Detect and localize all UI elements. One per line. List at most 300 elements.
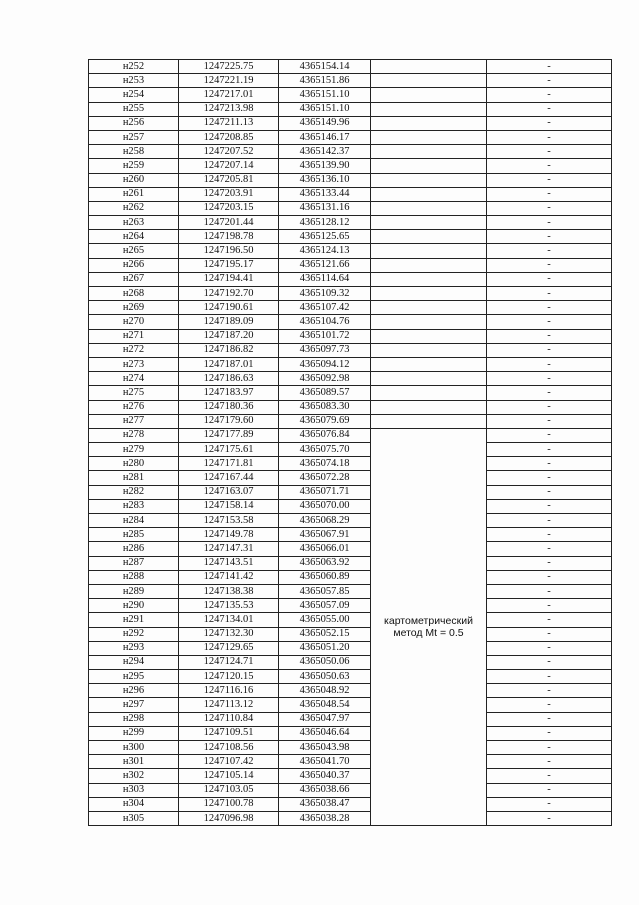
table-row <box>89 272 612 286</box>
y-coordinate-cell: 4365048.54 <box>279 698 371 712</box>
point-id-cell: н287 <box>89 556 179 570</box>
table-row <box>89 712 612 726</box>
table-row <box>89 641 612 655</box>
y-coordinate-cell: 4365142.37 <box>279 145 371 159</box>
y-coordinate-cell: 4365040.37 <box>279 769 371 783</box>
accuracy-cell: - <box>487 400 612 414</box>
table-row <box>89 315 612 329</box>
method-cell-empty <box>371 159 487 173</box>
table-row <box>89 343 612 357</box>
table-row <box>89 116 612 130</box>
x-coordinate-cell: 1247135.53 <box>179 599 279 613</box>
table-row <box>89 400 612 414</box>
table-row <box>89 514 612 528</box>
accuracy-cell: - <box>487 301 612 315</box>
y-coordinate-cell: 4365048.92 <box>279 684 371 698</box>
accuracy-cell: - <box>487 783 612 797</box>
accuracy-cell: - <box>487 755 612 769</box>
accuracy-cell: - <box>487 528 612 542</box>
x-coordinate-cell: 1247108.56 <box>179 741 279 755</box>
y-coordinate-cell: 4365149.96 <box>279 116 371 130</box>
x-coordinate-cell: 1247190.61 <box>179 301 279 315</box>
point-id-cell: н271 <box>89 329 179 343</box>
accuracy-cell: - <box>487 684 612 698</box>
coordinates-table-body <box>89 60 612 826</box>
y-coordinate-cell: 4365139.90 <box>279 159 371 173</box>
table-row <box>89 655 612 669</box>
table-row <box>89 471 612 485</box>
x-coordinate-cell: 1247201.44 <box>179 216 279 230</box>
y-coordinate-cell: 4365063.92 <box>279 556 371 570</box>
x-coordinate-cell: 1247186.82 <box>179 343 279 357</box>
point-id-cell: н282 <box>89 485 179 499</box>
table-row <box>89 570 612 584</box>
accuracy-cell: - <box>487 712 612 726</box>
accuracy-cell: - <box>487 102 612 116</box>
method-cell-empty <box>371 343 487 357</box>
y-coordinate-cell: 4365076.84 <box>279 428 371 442</box>
point-id-cell: н276 <box>89 400 179 414</box>
accuracy-cell: - <box>487 797 612 811</box>
y-coordinate-cell: 4365075.70 <box>279 443 371 457</box>
accuracy-cell: - <box>487 187 612 201</box>
x-coordinate-cell: 1247134.01 <box>179 613 279 627</box>
table-row <box>89 414 612 428</box>
accuracy-cell: - <box>487 655 612 669</box>
x-coordinate-cell: 1247189.09 <box>179 315 279 329</box>
accuracy-cell: - <box>487 514 612 528</box>
point-id-cell: н280 <box>89 457 179 471</box>
point-id-cell: н278 <box>89 428 179 442</box>
accuracy-cell: - <box>487 287 612 301</box>
accuracy-cell: - <box>487 641 612 655</box>
table-row <box>89 698 612 712</box>
table-row <box>89 173 612 187</box>
accuracy-cell: - <box>487 769 612 783</box>
y-coordinate-cell: 4365151.86 <box>279 74 371 88</box>
accuracy-cell: - <box>487 670 612 684</box>
accuracy-cell: - <box>487 159 612 173</box>
point-id-cell: н289 <box>89 584 179 598</box>
point-id-cell: н261 <box>89 187 179 201</box>
point-id-cell: н277 <box>89 414 179 428</box>
table-row <box>89 613 612 627</box>
table-row <box>89 386 612 400</box>
accuracy-cell: - <box>487 272 612 286</box>
y-coordinate-cell: 4365071.71 <box>279 485 371 499</box>
point-id-cell: н274 <box>89 372 179 386</box>
x-coordinate-cell: 1247213.98 <box>179 102 279 116</box>
y-coordinate-cell: 4365101.72 <box>279 329 371 343</box>
point-id-cell: н298 <box>89 712 179 726</box>
method-cell-empty <box>371 230 487 244</box>
x-coordinate-cell: 1247195.17 <box>179 258 279 272</box>
table-row <box>89 130 612 144</box>
x-coordinate-cell: 1247207.52 <box>179 145 279 159</box>
point-id-cell: н285 <box>89 528 179 542</box>
accuracy-cell: - <box>487 201 612 215</box>
accuracy-cell: - <box>487 485 612 499</box>
method-cell-empty <box>371 287 487 301</box>
y-coordinate-cell: 4365060.89 <box>279 570 371 584</box>
accuracy-cell: - <box>487 570 612 584</box>
x-coordinate-cell: 1247141.42 <box>179 570 279 584</box>
accuracy-cell: - <box>487 173 612 187</box>
x-coordinate-cell: 1247192.70 <box>179 287 279 301</box>
x-coordinate-cell: 1247179.60 <box>179 414 279 428</box>
y-coordinate-cell: 4365050.63 <box>279 670 371 684</box>
method-cell-empty <box>371 216 487 230</box>
method-cell-empty <box>371 102 487 116</box>
point-id-cell: н284 <box>89 514 179 528</box>
accuracy-cell: - <box>487 329 612 343</box>
accuracy-cell: - <box>487 428 612 442</box>
accuracy-cell: - <box>487 698 612 712</box>
method-cell <box>371 428 487 825</box>
point-id-cell: н253 <box>89 74 179 88</box>
y-coordinate-cell: 4365107.42 <box>279 301 371 315</box>
point-id-cell: н305 <box>89 811 179 825</box>
point-id-cell: н302 <box>89 769 179 783</box>
point-id-cell: н288 <box>89 570 179 584</box>
table-row <box>89 443 612 457</box>
point-id-cell: н272 <box>89 343 179 357</box>
x-coordinate-cell: 1247203.15 <box>179 201 279 215</box>
table-row <box>89 74 612 88</box>
accuracy-cell: - <box>487 443 612 457</box>
point-id-cell: н291 <box>89 613 179 627</box>
method-cell-empty <box>371 372 487 386</box>
point-id-cell: н292 <box>89 627 179 641</box>
table-row <box>89 159 612 173</box>
y-coordinate-cell: 4365038.47 <box>279 797 371 811</box>
x-coordinate-cell: 1247180.36 <box>179 400 279 414</box>
x-coordinate-cell: 1247198.78 <box>179 230 279 244</box>
accuracy-cell: - <box>487 216 612 230</box>
point-id-cell: н264 <box>89 230 179 244</box>
y-coordinate-cell: 4365038.28 <box>279 811 371 825</box>
table-row <box>89 627 612 641</box>
y-coordinate-cell: 4365051.20 <box>279 641 371 655</box>
x-coordinate-cell: 1247187.01 <box>179 357 279 371</box>
x-coordinate-cell: 1247138.38 <box>179 584 279 598</box>
accuracy-cell: - <box>487 584 612 598</box>
table-row <box>89 499 612 513</box>
x-coordinate-cell: 1247211.13 <box>179 116 279 130</box>
x-coordinate-cell: 1247100.78 <box>179 797 279 811</box>
y-coordinate-cell: 4365070.00 <box>279 499 371 513</box>
table-row <box>89 287 612 301</box>
point-id-cell: н259 <box>89 159 179 173</box>
accuracy-cell: - <box>487 556 612 570</box>
table-row <box>89 528 612 542</box>
x-coordinate-cell: 1247109.51 <box>179 726 279 740</box>
accuracy-cell: - <box>487 627 612 641</box>
y-coordinate-cell: 4365079.69 <box>279 414 371 428</box>
accuracy-cell: - <box>487 357 612 371</box>
table-row <box>89 670 612 684</box>
x-coordinate-cell: 1247147.31 <box>179 542 279 556</box>
y-coordinate-cell: 4365133.44 <box>279 187 371 201</box>
x-coordinate-cell: 1247183.97 <box>179 386 279 400</box>
table-row <box>89 88 612 102</box>
point-id-cell: н300 <box>89 741 179 755</box>
table-row <box>89 60 612 74</box>
point-id-cell: н294 <box>89 655 179 669</box>
table-row <box>89 428 612 442</box>
point-id-cell: н266 <box>89 258 179 272</box>
point-id-cell: н281 <box>89 471 179 485</box>
x-coordinate-cell: 1247171.81 <box>179 457 279 471</box>
method-text-line2: метод Mt = 0.5 <box>393 627 464 639</box>
table-row <box>89 783 612 797</box>
point-id-cell: н295 <box>89 670 179 684</box>
method-cell-empty <box>371 258 487 272</box>
x-coordinate-cell: 1247096.98 <box>179 811 279 825</box>
accuracy-cell: - <box>487 599 612 613</box>
table-row <box>89 301 612 315</box>
table-row <box>89 244 612 258</box>
x-coordinate-cell: 1247105.14 <box>179 769 279 783</box>
y-coordinate-cell: 4365047.97 <box>279 712 371 726</box>
table-row <box>89 797 612 811</box>
y-coordinate-cell: 4365066.01 <box>279 542 371 556</box>
y-coordinate-cell: 4365092.98 <box>279 372 371 386</box>
point-id-cell: н275 <box>89 386 179 400</box>
x-coordinate-cell: 1247217.01 <box>179 88 279 102</box>
point-id-cell: н252 <box>89 60 179 74</box>
accuracy-cell: - <box>487 542 612 556</box>
table-row <box>89 769 612 783</box>
point-id-cell: н255 <box>89 102 179 116</box>
table-row <box>89 187 612 201</box>
table-row <box>89 485 612 499</box>
method-cell-empty <box>371 357 487 371</box>
y-coordinate-cell: 4365057.09 <box>279 599 371 613</box>
table-row <box>89 556 612 570</box>
point-id-cell: н290 <box>89 599 179 613</box>
accuracy-cell: - <box>487 457 612 471</box>
point-id-cell: н270 <box>89 315 179 329</box>
method-cell-empty <box>371 130 487 144</box>
point-id-cell: н279 <box>89 443 179 457</box>
accuracy-cell: - <box>487 386 612 400</box>
method-cell-empty <box>371 400 487 414</box>
accuracy-cell: - <box>487 60 612 74</box>
method-cell-empty <box>371 315 487 329</box>
table-row <box>89 811 612 825</box>
table-row <box>89 145 612 159</box>
point-id-cell: н296 <box>89 684 179 698</box>
y-coordinate-cell: 4365136.10 <box>279 173 371 187</box>
point-id-cell: н254 <box>89 88 179 102</box>
y-coordinate-cell: 4365151.10 <box>279 102 371 116</box>
x-coordinate-cell: 1247208.85 <box>179 130 279 144</box>
accuracy-cell: - <box>487 130 612 144</box>
y-coordinate-cell: 4365072.28 <box>279 471 371 485</box>
y-coordinate-cell: 4365057.85 <box>279 584 371 598</box>
method-cell-empty <box>371 116 487 130</box>
y-coordinate-cell: 4365125.65 <box>279 230 371 244</box>
table-row <box>89 230 612 244</box>
y-coordinate-cell: 4365055.00 <box>279 613 371 627</box>
x-coordinate-cell: 1247175.61 <box>179 443 279 457</box>
accuracy-cell: - <box>487 145 612 159</box>
method-cell-empty <box>371 301 487 315</box>
y-coordinate-cell: 4365154.14 <box>279 60 371 74</box>
accuracy-cell: - <box>487 372 612 386</box>
x-coordinate-cell: 1247207.14 <box>179 159 279 173</box>
accuracy-cell: - <box>487 811 612 825</box>
point-id-cell: н268 <box>89 287 179 301</box>
method-cell-empty <box>371 386 487 400</box>
accuracy-cell: - <box>487 116 612 130</box>
y-coordinate-cell: 4365046.64 <box>279 726 371 740</box>
x-coordinate-cell: 1247194.41 <box>179 272 279 286</box>
y-coordinate-cell: 4365124.13 <box>279 244 371 258</box>
table-row <box>89 329 612 343</box>
accuracy-cell: - <box>487 258 612 272</box>
x-coordinate-cell: 1247186.63 <box>179 372 279 386</box>
x-coordinate-cell: 1247205.81 <box>179 173 279 187</box>
point-id-cell: н258 <box>89 145 179 159</box>
x-coordinate-cell: 1247177.89 <box>179 428 279 442</box>
accuracy-cell: - <box>487 88 612 102</box>
table-row <box>89 684 612 698</box>
method-cell-empty <box>371 187 487 201</box>
x-coordinate-cell: 1247107.42 <box>179 755 279 769</box>
accuracy-cell: - <box>487 230 612 244</box>
accuracy-cell: - <box>487 471 612 485</box>
accuracy-cell: - <box>487 499 612 513</box>
method-cell-empty <box>371 145 487 159</box>
accuracy-cell: - <box>487 613 612 627</box>
table-row <box>89 542 612 556</box>
x-coordinate-cell: 1247167.44 <box>179 471 279 485</box>
table-row <box>89 584 612 598</box>
y-coordinate-cell: 4365151.10 <box>279 88 371 102</box>
method-text-line1: картометрический <box>384 615 473 627</box>
y-coordinate-cell: 4365089.57 <box>279 386 371 400</box>
point-id-cell: н304 <box>89 797 179 811</box>
x-coordinate-cell: 1247225.75 <box>179 60 279 74</box>
point-id-cell: н256 <box>89 116 179 130</box>
point-id-cell: н283 <box>89 499 179 513</box>
accuracy-cell: - <box>487 726 612 740</box>
table-row <box>89 357 612 371</box>
x-coordinate-cell: 1247158.14 <box>179 499 279 513</box>
point-id-cell: н262 <box>89 201 179 215</box>
y-coordinate-cell: 4365128.12 <box>279 216 371 230</box>
x-coordinate-cell: 1247113.12 <box>179 698 279 712</box>
point-id-cell: н273 <box>89 357 179 371</box>
y-coordinate-cell: 4365050.06 <box>279 655 371 669</box>
x-coordinate-cell: 1247120.15 <box>179 670 279 684</box>
point-id-cell: н263 <box>89 216 179 230</box>
y-coordinate-cell: 4365104.76 <box>279 315 371 329</box>
accuracy-cell: - <box>487 414 612 428</box>
x-coordinate-cell: 1247149.78 <box>179 528 279 542</box>
y-coordinate-cell: 4365052.15 <box>279 627 371 641</box>
point-id-cell: н286 <box>89 542 179 556</box>
method-cell-empty <box>371 74 487 88</box>
y-coordinate-cell: 4365109.32 <box>279 287 371 301</box>
x-coordinate-cell: 1247132.30 <box>179 627 279 641</box>
accuracy-cell: - <box>487 244 612 258</box>
method-cell-empty <box>371 201 487 215</box>
method-cell-empty <box>371 272 487 286</box>
point-id-cell: н303 <box>89 783 179 797</box>
accuracy-cell: - <box>487 315 612 329</box>
point-id-cell: н267 <box>89 272 179 286</box>
y-coordinate-cell: 4365038.66 <box>279 783 371 797</box>
x-coordinate-cell: 1247153.58 <box>179 514 279 528</box>
accuracy-cell: - <box>487 741 612 755</box>
point-id-cell: н293 <box>89 641 179 655</box>
table-row <box>89 599 612 613</box>
y-coordinate-cell: 4365074.18 <box>279 457 371 471</box>
x-coordinate-cell: 1247203.91 <box>179 187 279 201</box>
y-coordinate-cell: 4365094.12 <box>279 357 371 371</box>
table-row <box>89 741 612 755</box>
table-row <box>89 258 612 272</box>
table-row <box>89 201 612 215</box>
point-id-cell: н265 <box>89 244 179 258</box>
point-id-cell: н301 <box>89 755 179 769</box>
method-cell-empty <box>371 329 487 343</box>
y-coordinate-cell: 4365043.98 <box>279 741 371 755</box>
y-coordinate-cell: 4365097.73 <box>279 343 371 357</box>
point-id-cell: н260 <box>89 173 179 187</box>
method-cell-empty <box>371 244 487 258</box>
y-coordinate-cell: 4365068.29 <box>279 514 371 528</box>
point-id-cell: н297 <box>89 698 179 712</box>
table-row <box>89 457 612 471</box>
table-row <box>89 102 612 116</box>
method-cell-empty <box>371 173 487 187</box>
x-coordinate-cell: 1247163.07 <box>179 485 279 499</box>
table-row <box>89 726 612 740</box>
accuracy-cell: - <box>487 343 612 357</box>
x-coordinate-cell: 1247187.20 <box>179 329 279 343</box>
y-coordinate-cell: 4365114.64 <box>279 272 371 286</box>
y-coordinate-cell: 4365131.16 <box>279 201 371 215</box>
y-coordinate-cell: 4365146.17 <box>279 130 371 144</box>
x-coordinate-cell: 1247143.51 <box>179 556 279 570</box>
y-coordinate-cell: 4365041.70 <box>279 755 371 769</box>
point-id-cell: н269 <box>89 301 179 315</box>
coordinates-table <box>88 59 612 826</box>
x-coordinate-cell: 1247116.16 <box>179 684 279 698</box>
y-coordinate-cell: 4365067.91 <box>279 528 371 542</box>
table-row <box>89 755 612 769</box>
x-coordinate-cell: 1247129.65 <box>179 641 279 655</box>
x-coordinate-cell: 1247196.50 <box>179 244 279 258</box>
table-row <box>89 216 612 230</box>
x-coordinate-cell: 1247110.84 <box>179 712 279 726</box>
x-coordinate-cell: 1247221.19 <box>179 74 279 88</box>
x-coordinate-cell: 1247124.71 <box>179 655 279 669</box>
x-coordinate-cell: 1247103.05 <box>179 783 279 797</box>
accuracy-cell: - <box>487 74 612 88</box>
table-row <box>89 372 612 386</box>
method-cell-empty <box>371 414 487 428</box>
method-cell-empty <box>371 60 487 74</box>
method-cell-empty <box>371 88 487 102</box>
y-coordinate-cell: 4365083.30 <box>279 400 371 414</box>
point-id-cell: н257 <box>89 130 179 144</box>
point-id-cell: н299 <box>89 726 179 740</box>
